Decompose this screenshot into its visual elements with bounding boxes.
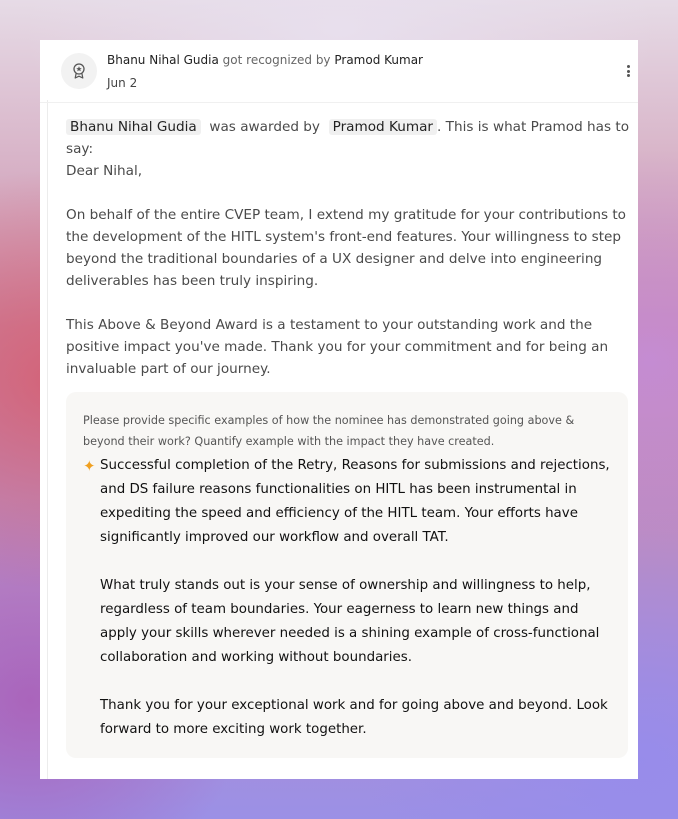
question-text: Please provide specific examples of how the nominee has demonstrated going above & beyond their work? Quantify example with the impact they have created. [83, 414, 575, 448]
more-options-icon[interactable] [624, 62, 632, 80]
intro-suffix: . This is what Pramod has to say: [66, 119, 630, 157]
intro-line [66, 116, 636, 160]
giver-chip[interactable]: Pramod Kumar [329, 119, 437, 135]
message-paragraph-2: This Above & Beyond Award is a testament to your outstanding work and the positive impact you've made. Thank you for your commitment and for being an invaluable part of our journey. [66, 317, 609, 377]
post-date: Jun 2 [107, 76, 138, 90]
question-answer-card [66, 392, 628, 758]
answer-text [100, 454, 618, 742]
post-header [40, 40, 638, 103]
answer-paragraph-3: Thank you for your exceptional work and for going above and beyond. Look forward to more exciting work together. [100, 698, 608, 737]
award-badge-icon [61, 53, 97, 89]
greeting: Dear Nihal, [66, 163, 143, 179]
answer-paragraph-2: What truly stands out is your sense of ownership and willingness to help, regardless of team boundaries. Your eagerness to learn new things and apply your skills wherever needed is a shining example of cross-functional collaboration and working without boundaries. [100, 578, 600, 665]
post-headline [107, 53, 423, 67]
message-paragraph-1: On behalf of the entire CVEP team, I extend my gratitude for your contributions to the development of the HITL system's front-end features. Your willingness to step beyond the traditional boundaries of a UX designer and delve into engineering deliverables has been truly inspiring. [66, 207, 626, 289]
recognition-card [40, 40, 638, 779]
recipient-chip[interactable]: Bhanu Nihal Gudia [66, 119, 201, 135]
sparkle-icon: ✦ [83, 457, 96, 475]
thread-rail [47, 100, 48, 779]
awarded-by-text: was awarded by [209, 119, 320, 135]
recognized-text: got recognized by [222, 53, 331, 67]
recipient-name-link[interactable]: Bhanu Nihal Gudia [107, 53, 219, 67]
answer-paragraph-1: Successful completion of the Retry, Reasons for submissions and rejections, and DS failure reasons functionalities on HITL has been instrumental in expediting the speed and efficiency of the HITL team. Your efforts have significantly improved our workflow and overall TAT. [100, 458, 610, 545]
recognition-message [66, 116, 636, 380]
giver-name-link[interactable]: Pramod Kumar [334, 53, 423, 67]
